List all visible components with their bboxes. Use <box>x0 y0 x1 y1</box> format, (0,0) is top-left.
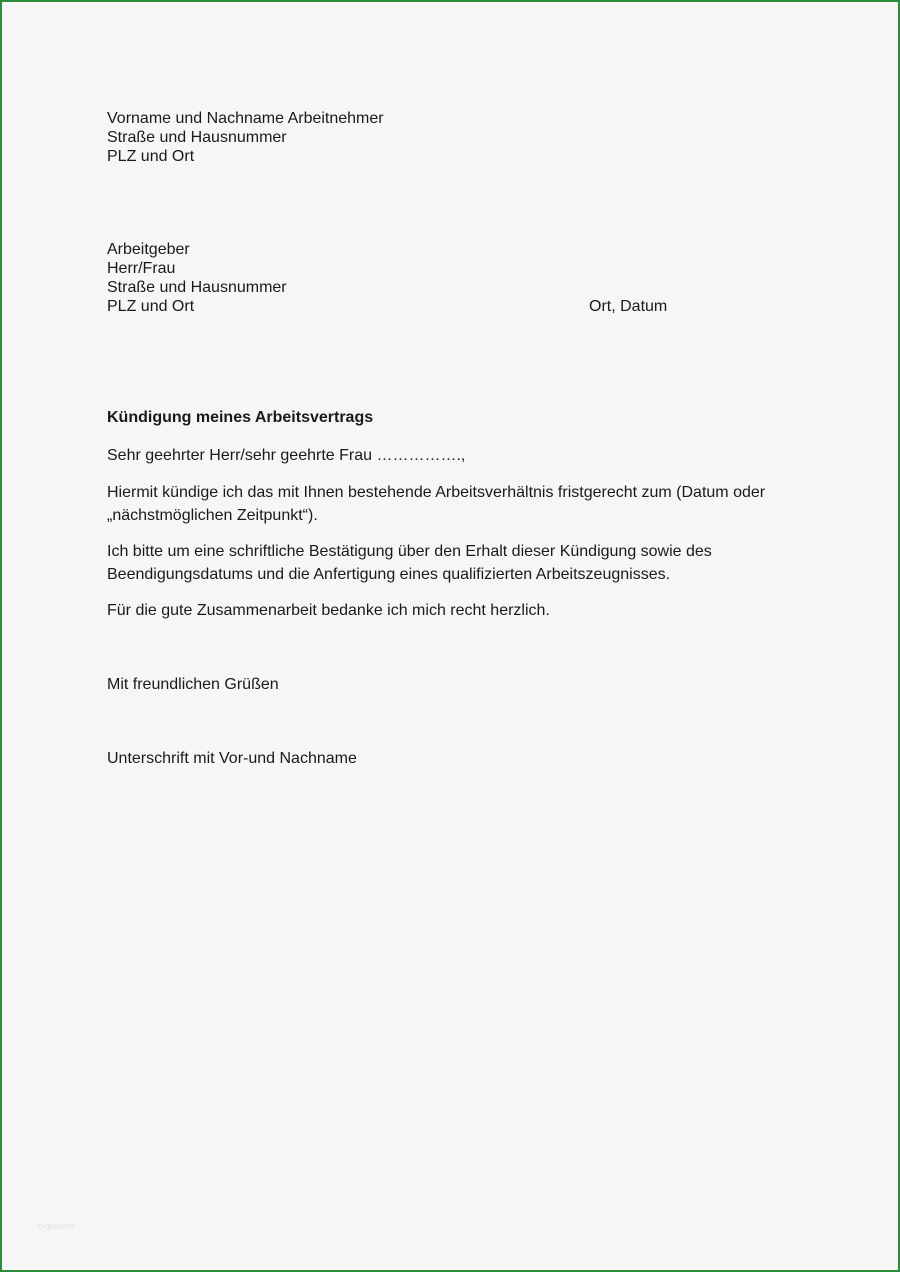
body-paragraph-2-line-2: Beendigungsdatums und die Anfertigung eines qualifizierten Arbeitszeugnisses. <box>107 566 671 583</box>
place-date: Ort, Datum <box>589 298 668 315</box>
body-paragraph-1-line-1: Hiermit kündige ich das mit Ihnen bestehende Arbeitsverhältnis fristgerecht zum (Datum oder <box>107 484 766 501</box>
recipient-person: Herr/Frau <box>107 260 176 277</box>
recipient-street: Straße und Hausnummer <box>107 279 287 296</box>
watermark: bigiovem <box>38 1221 75 1231</box>
salutation: Sehr geehrter Herr/sehr geehrte Frau ……………., <box>107 447 466 464</box>
sender-city: PLZ und Ort <box>107 148 195 165</box>
body-paragraph-3: Für die gute Zusammenarbeit bedanke ich mich recht herzlich. <box>107 602 550 619</box>
subject-line: Kündigung meines Arbeitsvertrags <box>107 409 374 426</box>
closing: Mit freundlichen Grüßen <box>107 676 279 693</box>
sender-street: Straße und Hausnummer <box>107 129 287 146</box>
signature: Unterschrift mit Vor-und Nachname <box>107 750 357 767</box>
sender-name: Vorname und Nachname Arbeitnehmer <box>107 110 384 127</box>
body-paragraph-2-line-1: Ich bitte um eine schriftliche Bestätigung über den Erhalt dieser Kündigung sowie des <box>107 543 712 560</box>
body-paragraph-1-line-2: „nächstmöglichen Zeitpunkt“). <box>107 507 318 524</box>
recipient-city: PLZ und Ort <box>107 298 195 315</box>
recipient-company: Arbeitgeber <box>107 241 190 258</box>
